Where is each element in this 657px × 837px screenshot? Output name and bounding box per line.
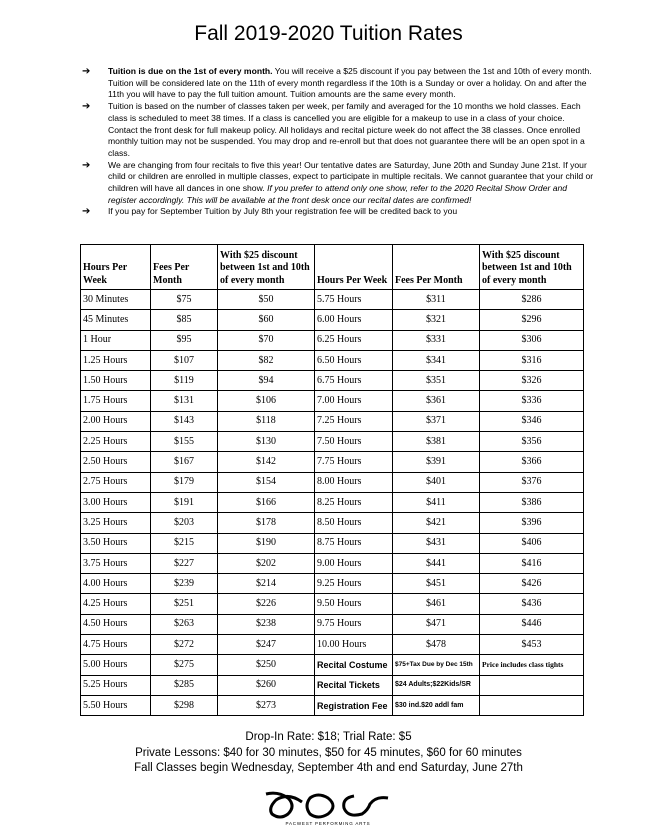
table-cell: $366 (480, 452, 584, 472)
table-cell: 4.75 Hours (81, 635, 151, 655)
policy-bullets (80, 66, 596, 218)
table-cell: $431 (393, 533, 480, 553)
table-cell: $118 (218, 411, 315, 431)
tuition-table (80, 244, 584, 716)
table-cell: 9.75 Hours (315, 614, 393, 634)
table-cell: $446 (480, 614, 584, 634)
table-cell: 6.75 Hours (315, 371, 393, 391)
col-header: Hours Per Week (315, 245, 393, 290)
bullet-item (80, 160, 596, 207)
table-cell: $238 (218, 614, 315, 634)
table-row (81, 472, 584, 492)
table-cell: $260 (218, 675, 315, 695)
table-cell: 3.50 Hours (81, 533, 151, 553)
table-cell: 7.75 Hours (315, 452, 393, 472)
table-cell: $50 (218, 290, 315, 310)
table-cell: 1 Hour (81, 330, 151, 350)
arrow-icon: ➔ (82, 206, 91, 218)
table-cell: $179 (151, 472, 218, 492)
table-cell: $296 (480, 310, 584, 330)
table-row (81, 350, 584, 370)
table-cell: $215 (151, 533, 218, 553)
table-header-row (81, 245, 584, 290)
footer-info (0, 730, 657, 777)
table-row (81, 574, 584, 594)
table-cell: $154 (218, 472, 315, 492)
table-cell: $341 (393, 350, 480, 370)
table-cell: $142 (218, 452, 315, 472)
arrow-icon: ➔ (82, 101, 91, 113)
table-cell: $106 (218, 391, 315, 411)
table-cell: 7.25 Hours (315, 411, 393, 431)
table-cell: $361 (393, 391, 480, 411)
table-row (81, 452, 584, 472)
table-cell: $441 (393, 553, 480, 573)
table-cell: $406 (480, 533, 584, 553)
table-cell: $306 (480, 330, 584, 350)
table-cell: 7.00 Hours (315, 391, 393, 411)
table-cell: $95 (151, 330, 218, 350)
table-cell: 9.50 Hours (315, 594, 393, 614)
table-cell: 1.50 Hours (81, 371, 151, 391)
table-cell: 4.25 Hours (81, 594, 151, 614)
table-cell: $190 (218, 533, 315, 553)
table-cell: $227 (151, 553, 218, 573)
table-row (81, 310, 584, 330)
col-header: With $25 discount between 1st and 10th of every month (218, 245, 315, 290)
table-cell: $130 (218, 432, 315, 452)
pac-logo-icon (258, 788, 398, 828)
table-row (81, 492, 584, 512)
table-row (81, 432, 584, 452)
arrow-icon: ➔ (82, 66, 91, 77)
table-cell: Price includes class tights (480, 655, 584, 675)
bullet-text: If you pay for September Tuition by July 8th your registration fee will be credited back to you (108, 206, 458, 217)
table-cell: 7.50 Hours (315, 432, 393, 452)
table-cell: 6.00 Hours (315, 310, 393, 330)
table-body (81, 290, 584, 716)
table-cell (480, 695, 584, 715)
table-cell: 2.25 Hours (81, 432, 151, 452)
table-row (81, 513, 584, 533)
table-cell: $273 (218, 695, 315, 715)
table-row (81, 391, 584, 411)
table-cell: $191 (151, 492, 218, 512)
table-cell: $143 (151, 411, 218, 431)
table-cell: $82 (218, 350, 315, 370)
table-cell: $356 (480, 432, 584, 452)
table-cell: $30 ind.$20 addl fam (393, 695, 480, 715)
table-cell: 4.00 Hours (81, 574, 151, 594)
table-cell: $70 (218, 330, 315, 350)
table-cell: $421 (393, 513, 480, 533)
table-cell: $75 (151, 290, 218, 310)
table-cell: $155 (151, 432, 218, 452)
table-cell: $321 (393, 310, 480, 330)
bullet-text: We are changing from four recitals to five this year! Our tentative dates are Saturday, June 20th and Sunday June 21st. If your child or children are enrolled in multiple classes, expect to participate in multiple recitals. We cannot guarantee that your child or children will have all dances in one show. (108, 159, 594, 194)
table-cell: $167 (151, 452, 218, 472)
table-cell: Recital Tickets (315, 675, 393, 695)
table-cell: $478 (393, 635, 480, 655)
table-cell: 30 Minutes (81, 290, 151, 310)
bullet-emphasis: If you prefer to attend only one show, refer to the 2020 Recital Show Order and register accordingly. This will be available at the front desk once our recital dates are confirmed! (108, 183, 568, 205)
table-row (81, 290, 584, 310)
table-cell: Recital Costume (315, 655, 393, 675)
table-cell: 8.75 Hours (315, 533, 393, 553)
table-cell: $75+Tax Due by Dec 15th (393, 655, 480, 675)
table-cell: $214 (218, 574, 315, 594)
table-cell: $286 (480, 290, 584, 310)
table-cell: $285 (151, 675, 218, 695)
logo-tagline: PACWEST PERFORMING ARTS (285, 821, 371, 826)
private-lessons: Private Lessons: $40 for 30 minutes, $50 for 45 minutes, $60 for 60 minutes (135, 746, 522, 759)
table-cell: 6.50 Hours (315, 350, 393, 370)
col-header: With $25 discount between 1st and 10th of every month (480, 245, 584, 290)
table-cell: $85 (151, 310, 218, 330)
table-cell: $391 (393, 452, 480, 472)
table-cell (480, 675, 584, 695)
table-cell: 5.25 Hours (81, 675, 151, 695)
arrow-icon: ➔ (82, 159, 91, 171)
table-cell: $371 (393, 411, 480, 431)
table-cell: $351 (393, 371, 480, 391)
table-cell: $166 (218, 492, 315, 512)
table-cell: 9.00 Hours (315, 553, 393, 573)
table-cell: $251 (151, 594, 218, 614)
table-cell: $426 (480, 574, 584, 594)
table-cell: 8.00 Hours (315, 472, 393, 492)
table-cell: $94 (218, 371, 315, 391)
bullet-text: You will receive a $25 discount if you pay between the 1st and 10th of every month. Tuition will be considered late on the 11th of every month regardless if the 10th is a Sunday or over a holiday. On and after the 11th you will have to pay the full tuition amount. Tuition amounts are the same every month. (108, 66, 592, 100)
table-cell: $416 (480, 553, 584, 573)
table-cell: $263 (151, 614, 218, 634)
page-title: Fall 2019-2020 Tuition Rates (194, 22, 463, 45)
table-cell: 5.00 Hours (81, 655, 151, 675)
bullet-lead: Tuition is due on the 1st of every month. (108, 66, 273, 76)
table-cell: 3.00 Hours (81, 492, 151, 512)
table-cell: 3.75 Hours (81, 553, 151, 573)
table-cell: 8.25 Hours (315, 492, 393, 512)
table-cell: 8.50 Hours (315, 513, 393, 533)
table-cell: 2.50 Hours (81, 452, 151, 472)
table-cell: $386 (480, 492, 584, 512)
table-row (81, 614, 584, 634)
table-cell: 5.50 Hours (81, 695, 151, 715)
drop-in-rate: Drop-In Rate: $18; Trial Rate: $5 (245, 731, 412, 743)
table-row (81, 635, 584, 655)
table-row (81, 655, 584, 675)
class-dates: Fall Classes begin Wednesday, September 4th and end Saturday, June 27th (134, 762, 523, 774)
table-row (81, 553, 584, 573)
table-cell: $298 (151, 695, 218, 715)
col-header: Fees Per Month (393, 245, 480, 290)
table-cell: 1.75 Hours (81, 391, 151, 411)
table-cell: $436 (480, 594, 584, 614)
table-row (81, 675, 584, 695)
table-cell: 9.25 Hours (315, 574, 393, 594)
table-cell: $202 (218, 553, 315, 573)
table-cell: 1.25 Hours (81, 350, 151, 370)
table-cell: $247 (218, 635, 315, 655)
col-header: Hours Per Week (81, 245, 151, 290)
table-row (81, 533, 584, 553)
table-cell: $239 (151, 574, 218, 594)
table-cell: 5.75 Hours (315, 290, 393, 310)
table-cell: $331 (393, 330, 480, 350)
table-cell: 2.00 Hours (81, 411, 151, 431)
table-cell: $60 (218, 310, 315, 330)
table-cell: $471 (393, 614, 480, 634)
table-cell: $226 (218, 594, 315, 614)
table-cell: $453 (480, 635, 584, 655)
table-cell: 2.75 Hours (81, 472, 151, 492)
bullet-item (80, 206, 596, 218)
table-cell: $346 (480, 411, 584, 431)
bullet-item (80, 66, 596, 101)
bullet-item (80, 101, 596, 160)
table-row (81, 594, 584, 614)
table-cell: 4.50 Hours (81, 614, 151, 634)
table-cell: $461 (393, 594, 480, 614)
table-cell: $24 Adults;$22Kids/SR (393, 675, 480, 695)
col-header: Fees Per Month (151, 245, 218, 290)
table-cell: 6.25 Hours (315, 330, 393, 350)
table-cell: $376 (480, 472, 584, 492)
table-cell: 10.00 Hours (315, 635, 393, 655)
table-cell: $336 (480, 391, 584, 411)
table-cell: $401 (393, 472, 480, 492)
table-cell: $411 (393, 492, 480, 512)
table-cell: $107 (151, 350, 218, 370)
table-row (81, 371, 584, 391)
table-cell: 3.25 Hours (81, 513, 151, 533)
table-cell: $451 (393, 574, 480, 594)
table-cell: 45 Minutes (81, 310, 151, 330)
table-row (81, 411, 584, 431)
table-cell: $178 (218, 513, 315, 533)
table-row (81, 695, 584, 715)
table-cell: $272 (151, 635, 218, 655)
table-cell: $119 (151, 371, 218, 391)
table-row (81, 330, 584, 350)
table-cell: $131 (151, 391, 218, 411)
bullet-text: Tuition is based on the number of classes taken per week, per family and averaged for the 10 months we hold classes. Each class is scheduled to meet 38 times. If a class is cancelled you are eligible for a makeup to use in a class of your choice. Contact the front desk for full makeup policy. All holidays and recital picture week do not affect the 38 classes. Once enrolled monthly tuition may not be suspended. You may drop and re-enroll but that does not guarantee there will be an open spot in a class. (108, 101, 585, 158)
table-cell: Registration Fee (315, 695, 393, 715)
table-cell: $381 (393, 432, 480, 452)
table-cell: $326 (480, 371, 584, 391)
table-cell: $203 (151, 513, 218, 533)
table-cell: $396 (480, 513, 584, 533)
table-cell: $250 (218, 655, 315, 675)
table-cell: $275 (151, 655, 218, 675)
table-cell: $311 (393, 290, 480, 310)
table-cell: $316 (480, 350, 584, 370)
